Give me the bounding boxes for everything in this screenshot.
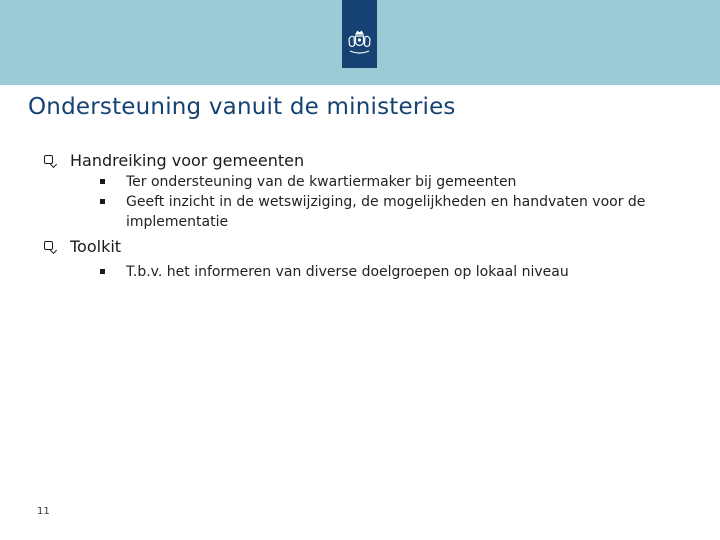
logo <box>342 0 377 68</box>
section-items <box>44 262 684 282</box>
list-item-text: Ter ondersteuning van de kwartiermaker bij gemeenten <box>126 174 517 190</box>
square-bullet-icon <box>100 179 105 184</box>
checkbox-bullet-icon <box>44 155 53 164</box>
list-item-text: Geeft inzicht in de wetswijziging, de mogelijkheden en handvaten voor de implementatie <box>126 194 646 230</box>
section-items <box>44 172 684 232</box>
list-item-text: T.b.v. het informeren van diverse doelgroepen op lokaal niveau <box>126 264 569 280</box>
section-toolkit <box>44 236 684 282</box>
list-item <box>44 172 666 192</box>
slide-content <box>44 150 684 286</box>
section-heading-label: Toolkit <box>70 237 122 256</box>
square-bullet-icon <box>100 199 105 204</box>
section-handreiking <box>44 150 684 232</box>
list-item <box>44 192 666 232</box>
square-bullet-icon <box>100 269 105 274</box>
coat-of-arms-icon <box>345 30 374 56</box>
list-item <box>44 262 666 282</box>
section-heading <box>44 150 684 172</box>
slide-title: Ondersteuning vanuit de ministeries <box>28 94 456 120</box>
page-number: 11 <box>37 506 50 517</box>
section-heading-label: Handreiking voor gemeenten <box>70 151 305 170</box>
checkbox-bullet-icon <box>44 241 53 250</box>
section-heading <box>44 236 684 258</box>
